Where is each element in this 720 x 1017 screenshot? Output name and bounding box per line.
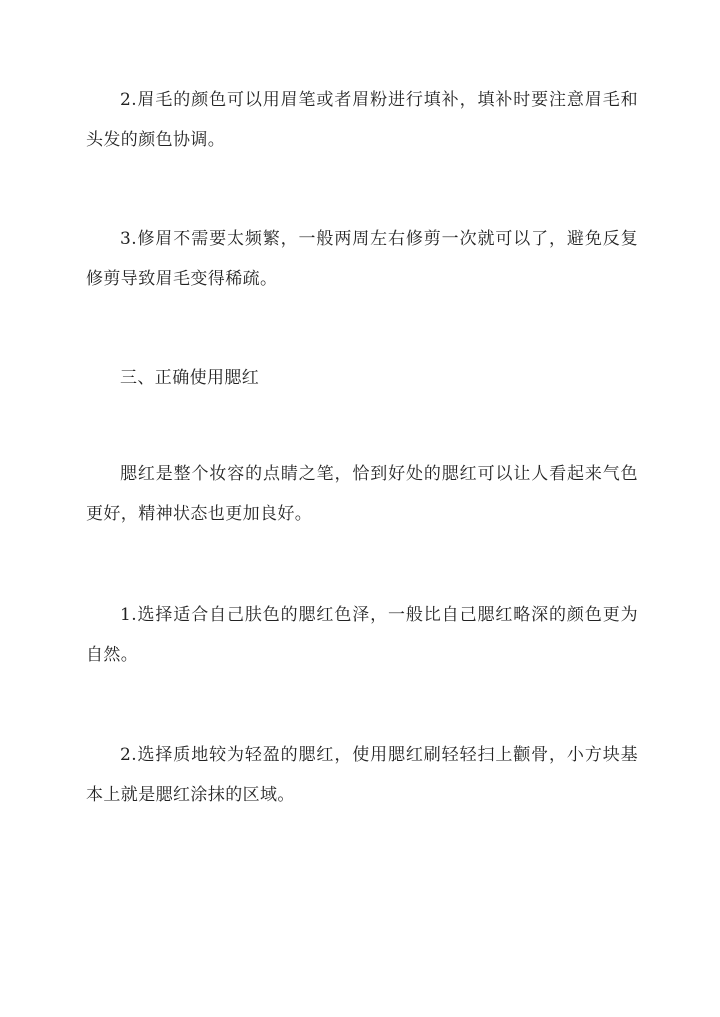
section-heading-blush: 三、正确使用腮红 — [120, 368, 260, 388]
paragraph-blush-application-tip: 2.选择质地较为轻盈的腮红，使用腮红刷轻轻扫上颧骨，小方块基本上就是腮红涂抹的区域。 — [86, 745, 638, 805]
paragraph-blush-color-tip: 1.选择适合自己肤色的腮红色泽，一般比自己腮红略深的颜色更为自然。 — [86, 605, 638, 665]
paragraph-blush-intro: 腮红是整个妆容的点睛之笔，恰到好处的腮红可以让人看起来气色更好，精神状态也更加良好。 — [86, 464, 638, 524]
paragraph-eyebrow-trim-tip: 3.修眉不需要太频繁，一般两周左右修剪一次就可以了，避免反复修剪导致眉毛变得稀疏。 — [86, 229, 638, 289]
paragraph-eyebrow-color-tip: 2.眉毛的颜色可以用眉笔或者眉粉进行填补，填补时要注意眉毛和头发的颜色协调。 — [86, 90, 638, 150]
